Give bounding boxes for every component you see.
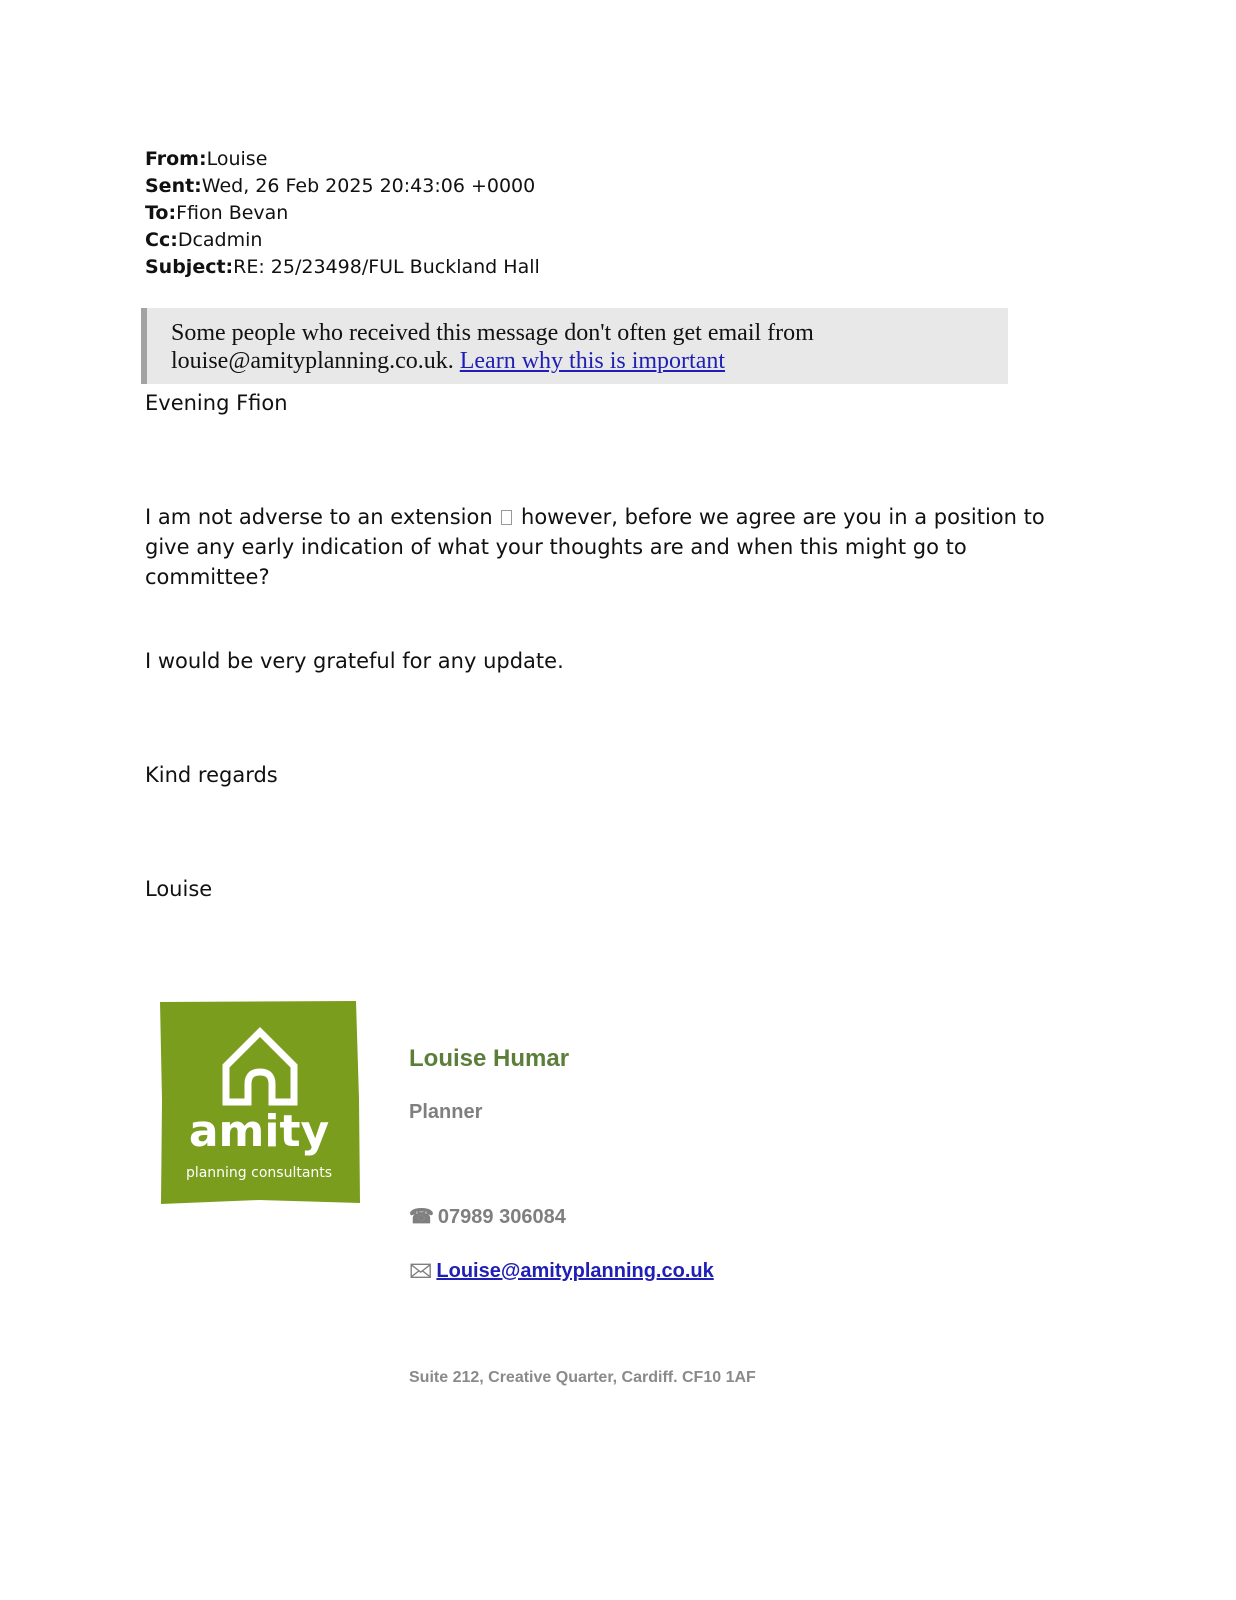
sent-label: Sent:	[145, 175, 202, 197]
paragraph-extension	[145, 502, 1095, 592]
cc-label: Cc:	[145, 229, 178, 251]
logo-wordmark: amity	[188, 1106, 330, 1157]
greeting: Evening Ffion	[145, 391, 288, 415]
subject-label: Subject:	[145, 256, 234, 278]
to-label: To:	[145, 202, 177, 224]
signature-title: Planner	[409, 1101, 483, 1123]
paragraph-extension-end: however, before we agree are you in a position to give any early indication of what your thoughts are and when this might go to committee?	[145, 505, 1045, 589]
learn-why-link[interactable]: Learn why this is important	[459, 348, 726, 374]
signoff: Louise	[145, 877, 213, 901]
signature-address: Suite 212, Creative Quarter, Cardiff. CF10 1AF	[409, 1369, 756, 1386]
cc-row	[145, 227, 540, 254]
phone-number: 07989 306084	[437, 1206, 566, 1228]
paragraph-extension-start: I am not adverse to an extension	[145, 505, 493, 529]
closing: Kind regards	[145, 763, 278, 787]
signature-phone	[409, 1204, 566, 1229]
external-sender-banner	[141, 308, 1008, 384]
sent-value: Wed, 26 Feb 2025 20:43:06 +0000	[201, 175, 536, 197]
subject-row	[145, 254, 540, 281]
from-label: From:	[145, 148, 207, 170]
banner-text-block	[171, 319, 1001, 375]
signature-name: Louise Humar	[409, 1045, 570, 1072]
to-row	[145, 200, 540, 227]
subject-value: RE: 25/23498/FUL Buckland Hall	[233, 256, 540, 278]
email-header	[145, 146, 540, 281]
logo-subtext: planning consultants	[185, 1165, 333, 1181]
email-link[interactable]: Louise@amityplanning.co.uk	[436, 1260, 714, 1282]
amity-logo	[158, 1000, 364, 1206]
cc-value: Dcadmin	[177, 229, 263, 251]
phone-icon: ☎	[409, 1206, 434, 1228]
sent-row	[145, 173, 540, 200]
paragraph-update: I would be very grateful for any update.	[145, 649, 564, 673]
missing-glyph-icon	[501, 510, 512, 525]
signature-email	[409, 1256, 714, 1290]
from-value: Louise	[206, 148, 268, 170]
to-value: Ffion Bevan	[176, 202, 289, 224]
banner-message: Some people who received this message don't often get email from louise@amityplanning.co.uk.	[171, 320, 814, 374]
from-row	[145, 146, 540, 173]
envelope-icon: 🖂	[409, 1260, 433, 1282]
